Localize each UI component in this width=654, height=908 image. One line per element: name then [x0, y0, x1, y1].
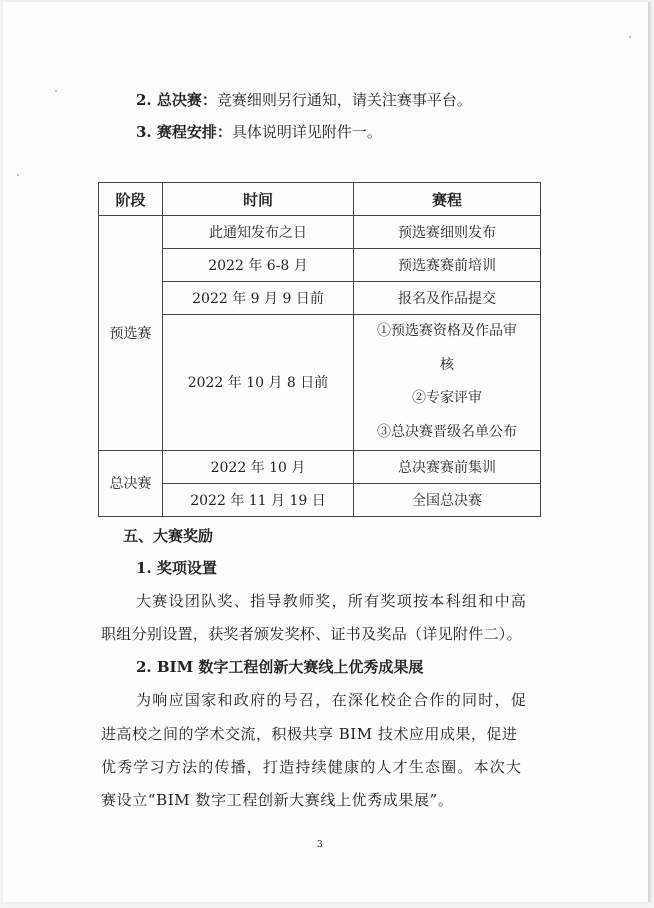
scan-speck: [55, 90, 57, 92]
scan-speck: [629, 36, 631, 38]
table-row: [99, 216, 541, 249]
paragraph-line: 大赛设团队奖、指导教师奖，所有奖项按本科组和中高: [136, 592, 528, 610]
table-row: [99, 249, 541, 282]
paragraph-line: 职组分别设置，获奖者颁发奖杯、证书及奖品（详见附件二）。: [101, 625, 522, 643]
row-time: 2022 年 9 月 9 日前: [163, 282, 354, 315]
schedule-line: ③总决赛晋级名单公布: [377, 424, 517, 441]
schedule-line: ①预选赛资格及作品审: [377, 323, 517, 339]
row-schedule: 报名及作品提交: [354, 282, 541, 315]
section-heading: 五、大赛奖励: [123, 527, 214, 545]
table-header-row: [99, 183, 541, 216]
header-stage: 阶段: [99, 183, 163, 216]
item-schedule-label: 3. 赛程安排：: [136, 123, 232, 141]
item-schedule-text: 具体说明详见附件一。: [231, 123, 382, 141]
paragraph-line: 进高校之间的学术交流，积极共享 BIM 技术应用成果，促进: [101, 725, 518, 743]
schedule-table: [98, 182, 541, 517]
page-number: 3: [317, 840, 323, 850]
scan-speck: [17, 174, 19, 176]
subheading-awards: 1. 奖项设置: [136, 559, 217, 577]
row-time: 此通知发布之日: [163, 216, 354, 249]
table-row: [99, 282, 541, 315]
stage-final: 总决赛: [99, 450, 163, 516]
header-time: 时间: [163, 183, 354, 216]
item-finals-text: 竞赛细则另行通知，请关注赛事平台。: [216, 91, 472, 109]
item-schedule: [136, 125, 382, 140]
item-finals: [136, 93, 472, 108]
stage-preliminary: 预选赛: [99, 216, 163, 451]
paragraph-line: 优秀学习方法的传播，打造持续健康的人才生态圈。本次大: [101, 758, 523, 776]
row-schedule: 总决赛赛前集训: [354, 450, 541, 483]
row-time: 2022 年 6-8 月: [163, 249, 354, 282]
schedule-line: ②专家评审: [412, 390, 482, 407]
item-finals-label: 2. 总决赛：: [136, 91, 217, 109]
row-time: 2022 年 10 月 8 日前: [163, 315, 354, 451]
paragraph-line: 为响应国家和政府的号召，在深化校企合作的同时，促: [136, 691, 528, 709]
row-schedule: 预选赛细则发布: [354, 216, 541, 249]
paragraph-line: 赛设立“BIM 数字工程创新大赛线上优秀成果展”。: [101, 791, 454, 809]
table-row: [99, 483, 541, 516]
row-schedule: 预选赛赛前培训: [354, 249, 541, 282]
row-time: 2022 年 10 月: [163, 450, 354, 483]
header-schedule: 赛程: [354, 183, 541, 216]
table-row: [99, 450, 541, 483]
subheading-showcase: 2. BIM 数字工程创新大赛线上优秀成果展: [136, 658, 424, 676]
row-schedule-multiline: [354, 315, 541, 451]
table-row: [99, 315, 541, 451]
schedule-line: 核: [440, 356, 454, 373]
document-page: [3, 2, 650, 902]
row-time: 2022 年 11 月 19 日: [163, 483, 354, 516]
row-schedule: 全国总决赛: [354, 483, 541, 516]
